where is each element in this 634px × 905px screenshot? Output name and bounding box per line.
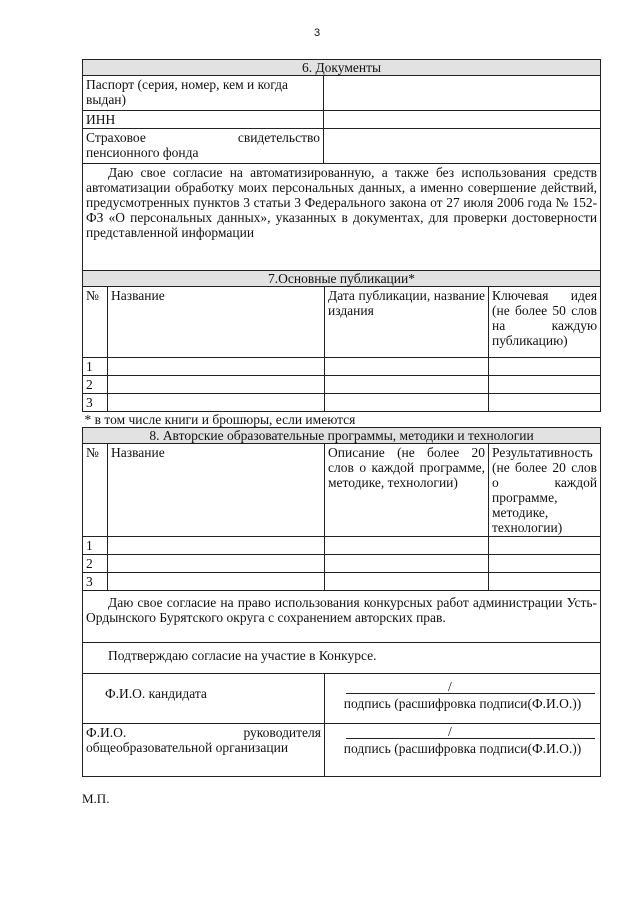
table-row bbox=[83, 358, 601, 376]
director-signature-line[interactable] bbox=[346, 724, 595, 739]
programs-column-headers bbox=[83, 444, 601, 537]
pub-date-cell[interactable] bbox=[325, 358, 489, 376]
footnote-row bbox=[83, 412, 601, 428]
section7-title: 7.Основные публикации* bbox=[83, 271, 601, 287]
section6-header-row bbox=[83, 60, 601, 76]
director-signature-row bbox=[83, 724, 601, 777]
passport-field[interactable] bbox=[324, 76, 601, 111]
inn-row bbox=[83, 111, 601, 129]
prog-name-cell[interactable] bbox=[108, 537, 325, 555]
pub-col-name: Название bbox=[108, 287, 325, 358]
stamp-label: М.П. bbox=[82, 791, 110, 806]
section8-header-row bbox=[83, 428, 601, 444]
candidate-label: Ф.И.О. кандидата bbox=[83, 674, 325, 724]
pub-idea-cell[interactable] bbox=[489, 376, 601, 394]
rights-consent: Даю свое согласие на право использования конкурсных работ администрации Усть-Ордынского Бурятского округа с сохранением авторских прав. bbox=[83, 591, 601, 643]
pub-idea-cell[interactable] bbox=[489, 394, 601, 412]
page-number: 3 bbox=[313, 27, 321, 39]
prog-col-result: Результативность (не более 20 слов о каждой программе, методике, технологии) bbox=[489, 444, 601, 537]
section6-title: 6. Документы bbox=[83, 60, 601, 76]
candidate-signature-caption: подпись (расшифровка подписи(Ф.И.О.)) bbox=[343, 696, 582, 711]
pub-row-num: 3 bbox=[83, 394, 108, 412]
personal-data-consent: Даю свое согласие на автоматизированную, а также без использования средств автоматизации обработку моих персональных данных, а именно совершение действий, предусмотренных пунктов 3 статьи 3 Федерального закона от 27 июля 2006 года № 152-ФЗ «О персональных данных», указанных в документах, для проверки достоверности представленной информации bbox=[83, 164, 601, 271]
prog-result-cell[interactable] bbox=[489, 537, 601, 555]
signature-slash: / bbox=[448, 679, 452, 694]
table-row bbox=[83, 376, 601, 394]
prog-desc-cell[interactable] bbox=[325, 573, 489, 591]
prog-result-cell[interactable] bbox=[489, 555, 601, 573]
snils-field[interactable] bbox=[324, 129, 601, 164]
pub-row-num: 1 bbox=[83, 358, 108, 376]
prog-col-num: № bbox=[83, 444, 108, 537]
snils-label bbox=[83, 129, 324, 164]
application-form bbox=[82, 59, 601, 777]
pub-date-cell[interactable] bbox=[325, 376, 489, 394]
inn-field[interactable] bbox=[324, 111, 601, 129]
confirm-row bbox=[83, 643, 601, 674]
passport-label: Паспорт (серия, номер, кем и когда выдан) bbox=[83, 76, 324, 111]
rights-consent-row bbox=[83, 591, 601, 643]
snils-label-line1: Страховое свидетельство bbox=[86, 130, 320, 145]
prog-row-num: 1 bbox=[83, 537, 108, 555]
snils-label-line2: пенсионного фонда bbox=[86, 145, 199, 160]
table-row bbox=[83, 394, 601, 412]
candidate-signature-line[interactable] bbox=[346, 679, 595, 694]
prog-desc-cell[interactable] bbox=[325, 537, 489, 555]
director-label-line2: общеобразовательной организации bbox=[86, 740, 289, 755]
prog-row-num: 2 bbox=[83, 555, 108, 573]
pub-name-cell[interactable] bbox=[108, 394, 325, 412]
prog-col-desc: Описание (не более 20 слов о каждой программе, методике, технологии) bbox=[325, 444, 489, 537]
pub-row-num: 2 bbox=[83, 376, 108, 394]
director-label-line1: Ф.И.О. руководителя bbox=[86, 725, 321, 740]
table-row bbox=[83, 573, 601, 591]
pub-col-idea: Ключевая идея (не более 50 слов на каждую публикацию) bbox=[489, 287, 601, 358]
director-signature-caption: подпись (расшифровка подписи(Ф.И.О.)) bbox=[343, 741, 582, 756]
section8-title: 8. Авторские образовательные программы, методики и технологии bbox=[83, 428, 601, 444]
publications-column-headers bbox=[83, 287, 601, 358]
director-signature-cell[interactable] bbox=[325, 724, 601, 777]
pub-col-num: № bbox=[83, 287, 108, 358]
prog-result-cell[interactable] bbox=[489, 573, 601, 591]
prog-name-cell[interactable] bbox=[108, 573, 325, 591]
pub-idea-cell[interactable] bbox=[489, 358, 601, 376]
prog-row-num: 3 bbox=[83, 573, 108, 591]
director-label bbox=[83, 724, 325, 777]
candidate-signature-cell[interactable] bbox=[325, 674, 601, 724]
pub-date-cell[interactable] bbox=[325, 394, 489, 412]
prog-col-name: Название bbox=[108, 444, 325, 537]
consent-row bbox=[83, 164, 601, 271]
candidate-signature-row bbox=[83, 674, 601, 724]
section7-header-row bbox=[83, 271, 601, 287]
prog-name-cell[interactable] bbox=[108, 555, 325, 573]
pub-col-date: Дата публикации, название издания bbox=[325, 287, 489, 358]
inn-label: ИНН bbox=[83, 111, 324, 129]
prog-desc-cell[interactable] bbox=[325, 555, 489, 573]
publications-footnote: * в том числе книги и брошюры, если имеются bbox=[83, 412, 601, 428]
passport-row bbox=[83, 76, 601, 111]
pub-name-cell[interactable] bbox=[108, 358, 325, 376]
table-row bbox=[83, 537, 601, 555]
table-row bbox=[83, 555, 601, 573]
snils-row bbox=[83, 129, 601, 164]
pub-name-cell[interactable] bbox=[108, 376, 325, 394]
participation-confirm: Подтверждаю согласие на участие в Конкурсе. bbox=[83, 643, 601, 674]
signature-slash: / bbox=[448, 724, 452, 739]
